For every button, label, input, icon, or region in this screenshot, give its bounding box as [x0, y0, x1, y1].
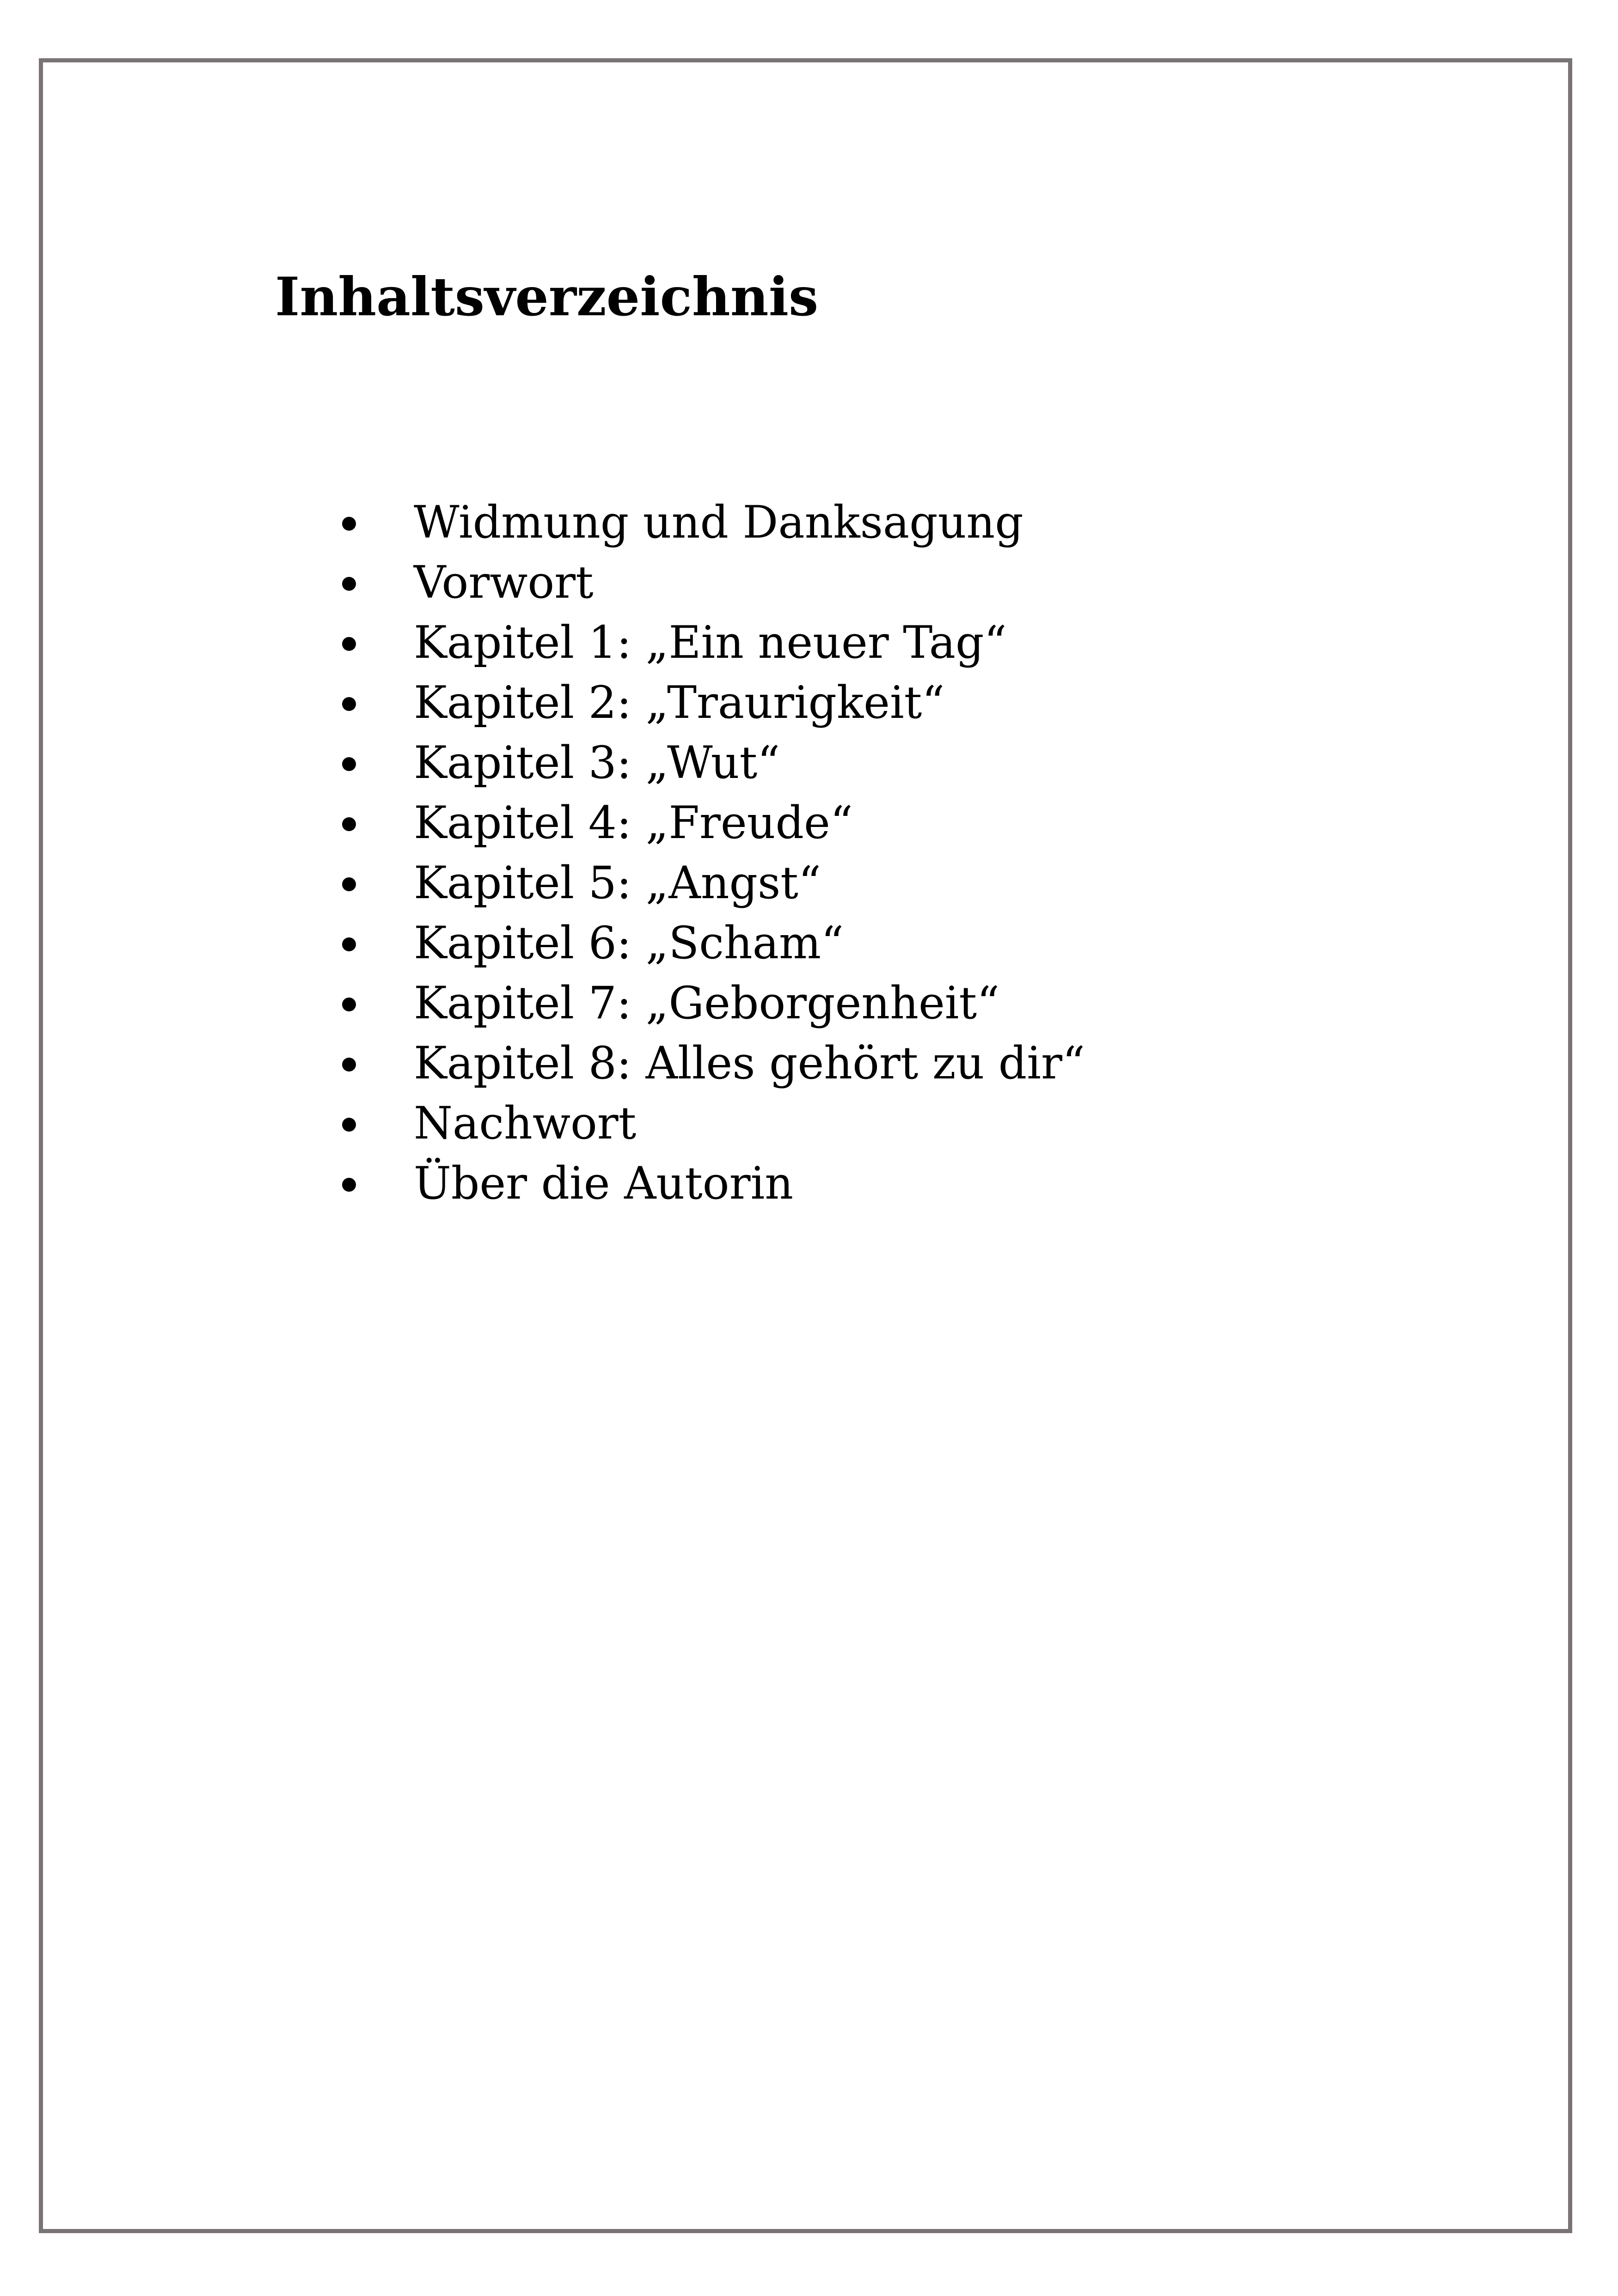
bullet-icon [342, 877, 356, 891]
bullet-icon [342, 1118, 356, 1132]
bullet-icon [342, 697, 356, 711]
page-frame [39, 58, 1572, 2233]
toc-item-label: Kapitel 6: „Scham“ [414, 917, 844, 969]
bullet-icon [342, 757, 356, 771]
bullet-icon [342, 817, 356, 831]
toc-item-label: Widmung und Danksagung [414, 496, 1024, 548]
bullet-icon [342, 937, 356, 951]
toc-item-label: Kapitel 3: „Wut“ [414, 737, 780, 789]
page-title: Inhaltsverzeichnis [275, 266, 819, 328]
toc-item-label: Kapitel 4: „Freude“ [414, 797, 853, 849]
toc-item-label: Über die Autorin [414, 1157, 794, 1209]
bullet-icon [342, 1058, 356, 1071]
bullet-icon [342, 577, 356, 591]
bullet-icon [342, 637, 356, 651]
bullet-icon [342, 998, 356, 1011]
toc-item-label: Kapitel 5: „Angst“ [414, 857, 821, 909]
toc-item-label: Kapitel 1: „Ein neuer Tag“ [414, 617, 1007, 668]
toc-item-label: Vorwort [414, 557, 594, 608]
toc-item-label: Kapitel 8: Alles gehört zu dir“ [414, 1037, 1085, 1089]
bullet-icon [342, 517, 356, 531]
bullet-icon [342, 1178, 356, 1192]
toc-item-label: Kapitel 2: „Traurigkeit“ [414, 677, 945, 729]
toc-item-label: Kapitel 7: „Geborgenheit“ [414, 977, 1000, 1029]
toc-item-label: Nachwort [414, 1097, 637, 1149]
